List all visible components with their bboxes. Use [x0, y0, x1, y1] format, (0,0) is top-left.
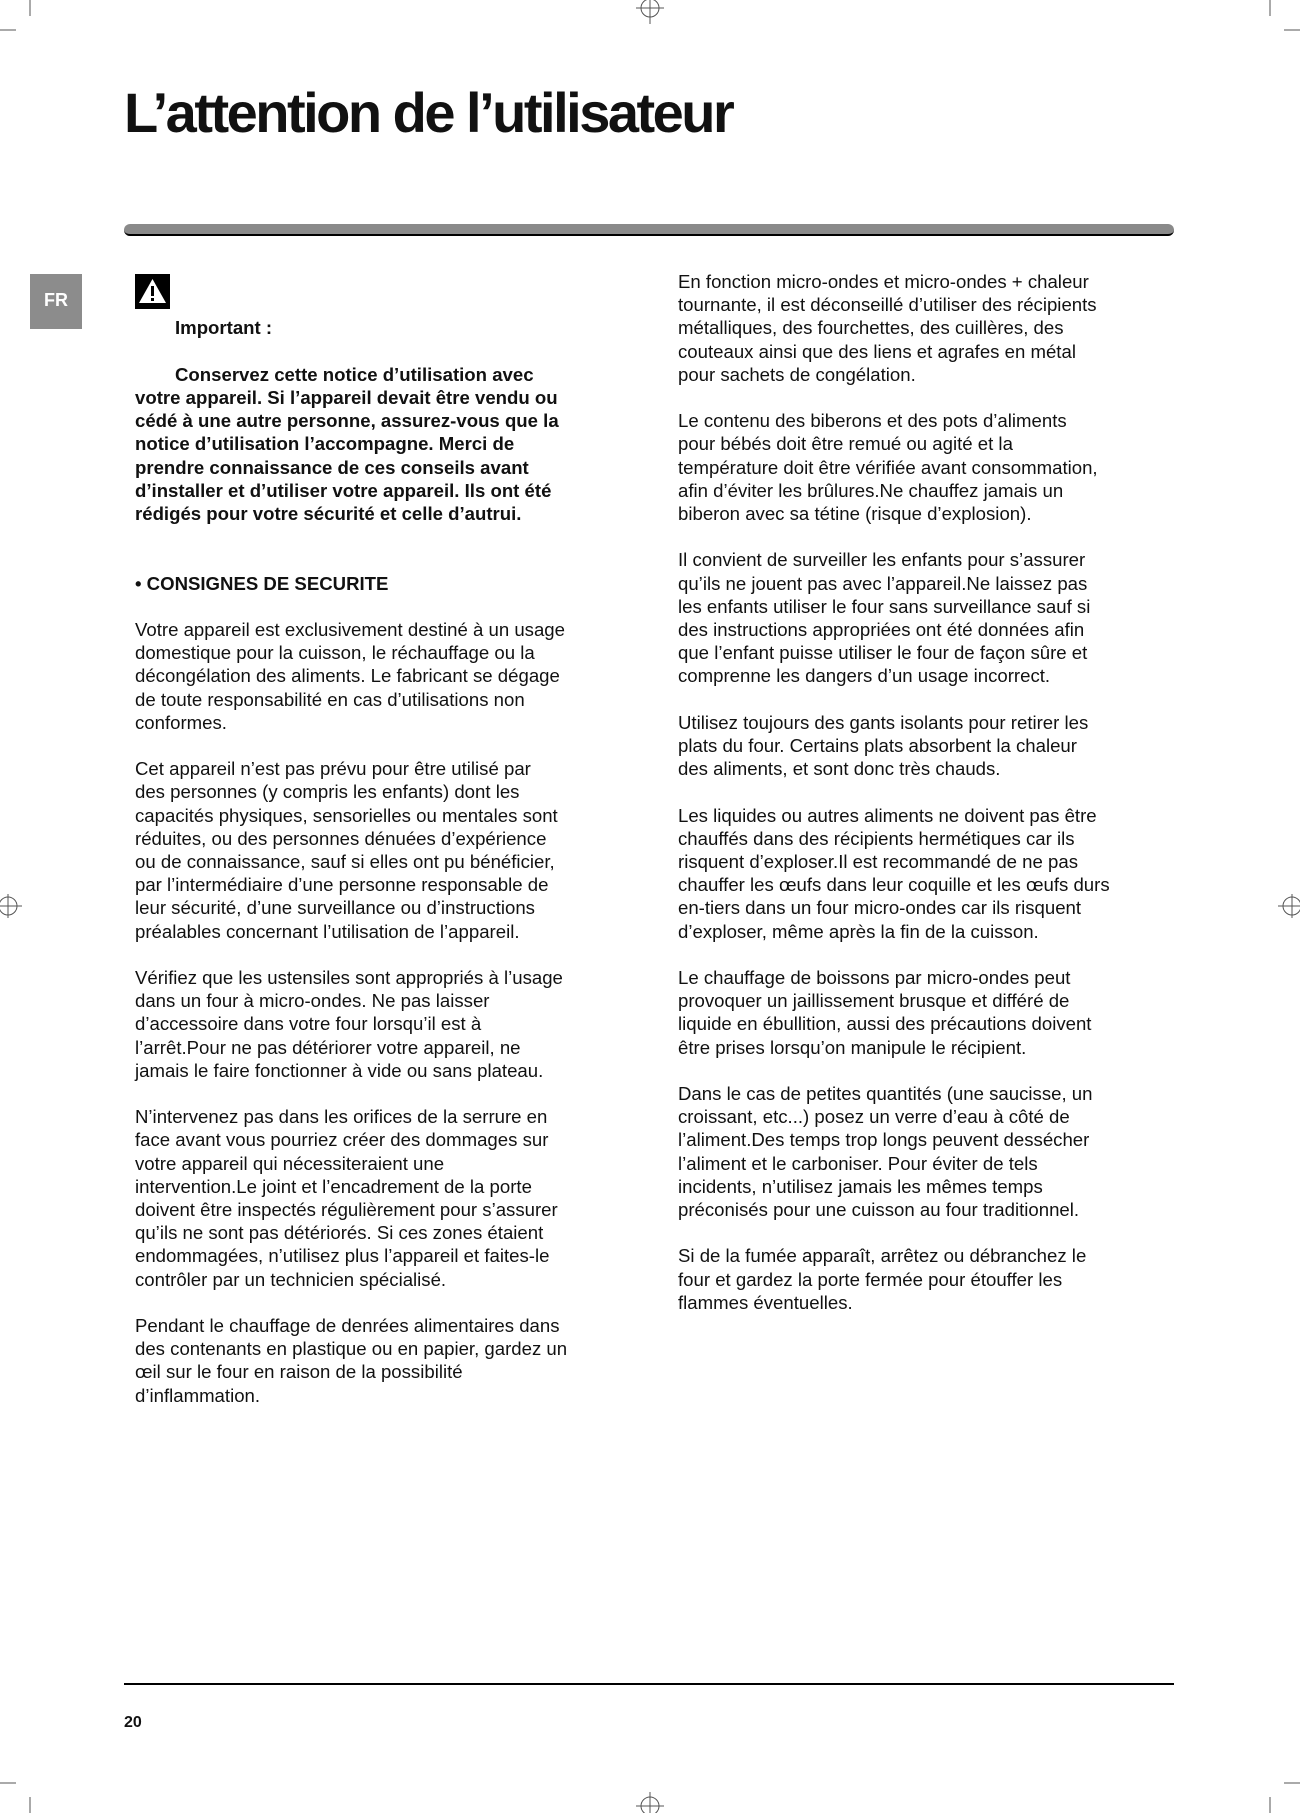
paragraph: Il convient de surveiller les enfants pour s’assurer qu’ils ne jouent pas avec l’appareil.Ne laissez pas les enfants utiliser le four sans surveillance sauf si des instructions appropriées ont été données afin que l’enfant puisse utiliser le four de façon sûre et comprenne les dangers d’un usage incorrect. [678, 549, 1091, 687]
paragraph: Le contenu des biberons et des pots d’aliments pour bébés doit être remué ou agité et la température doit être vérifiée avant consommation, afin d’éviter les brûlures.Ne chauffez jamais un biberon avec sa tétine (risque d’explosion). [678, 410, 1098, 525]
important-text [135, 363, 631, 525]
paragraph: Cet appareil n’est pas prévu pour être utilisé par des personnes (y compris les enfants) dont les capacités physiques, sensorielles ou mentales sont réduites, ou des personnes dénuées d’expérience ou de connaissance, sauf si elles ont pu bénéficier, par l’intermédiaire d’une personne responsable de leur sécurité, d’une surveillance ou d’instructions préalables concernant l’utilisation de l’appareil. [135, 758, 558, 942]
right-column [678, 270, 1172, 1337]
important-notice [135, 270, 631, 548]
paragraph: N’intervenez pas dans les orifices de la serrure en face avant vous pourriez créer des dommages sur votre appareil qui nécessiteraient une intervention.Le joint et l’encadrement de la porte doivent être inspectés régulièrement pour s’assurer qu’ils ne sont pas détériorés. Si ces zones étaient endommagées, n’utilisez plus l’appareil et faites-le contrôler par un technicien spécialisé. [135, 1106, 558, 1290]
paragraph: Votre appareil est exclusivement destiné à un usage domestique pour la cuisson, le réchauffage ou la décongélation des aliments. Le fabricant se dégage de toute responsabilité en cas d’utilisations non conformes. [135, 619, 565, 733]
page-number: 20 [124, 1714, 142, 1731]
section-heading: • CONSIGNES DE SECURITE [135, 572, 389, 594]
left-column [135, 270, 631, 1430]
paragraph: Si de la fumée apparaît, arrêtez ou débranchez le four et gardez la porte fermée pour étouffer les flammes éventuelles. [678, 1245, 1087, 1313]
page-title: L’attention de l’utilisateur [124, 81, 733, 144]
paragraph: Vérifiez que les ustensiles sont appropriés à l’usage dans un four à micro-ondes. Ne pas laisser d’accessoire dans votre four lorsqu’il est à l’arrêt.Pour ne pas détériorer votre appareil, ne jamais le faire fonctionner à vide ou sans plateau. [135, 967, 563, 1081]
paragraph: Les liquides ou autres aliments ne doivent pas être chauffés dans des récipients hermétiques car ils risquent d’exploser.Il est recommandé de ne pas chauffer les œufs dans leur coquille et les œufs durs en-tiers dans un four micro-ondes car ils risquent d’exploser, même après la fin de la cuisson. [678, 804, 1110, 942]
important-text-body: Conservez cette notice d’utilisation avec votre appareil. Si l’appareil devait être vendu ou cédé à une autre personne, assurez-vous que la notice d’utilisation l’accompagne. Merci de prendre connaissance de ces conseils avant d’installer et d’utiliser votre appareil. Ils ont été rédigés pour votre sécurité et celle d’autrui. [135, 363, 559, 525]
language-tab: FR [30, 274, 82, 329]
title-divider [124, 224, 1174, 236]
warning-triangle-icon [135, 274, 170, 309]
footer-divider [124, 1683, 1174, 1685]
paragraph: Pendant le chauffage de denrées alimentaires dans des contenants en plastique ou en papier, gardez un œil sur le four en raison de la possibilité d’inflammation. [135, 1315, 568, 1406]
important-label: Important : [175, 317, 273, 339]
paragraph: Utilisez toujours des gants isolants pour retirer les plats du four. Certains plats absorbent la chaleur des aliments, et sont donc très chauds. [678, 711, 1089, 780]
paragraph: Dans le cas de petites quantités (une saucisse, un croissant, etc...) posez un verre d’eau à côté de l’aliment.Des temps trop longs peuvent dessécher l’aliment et le carboniser. Pour éviter de tels incidents, n’utilisez jamais les mêmes temps préconisés pour une cuisson au four traditionnel. [678, 1083, 1093, 1221]
paragraph: En fonction micro-ondes et micro-ondes + chaleur tournante, il est déconseillé d’utiliser des récipients métalliques, des fourchettes, des cuillères, des couteaux ainsi que des liens et agrafes en métal pour sachets de congélation. [678, 271, 1097, 385]
paragraph: Le chauffage de boissons par micro-ondes peut provoquer un jaillissement brusque et différé de liquide en ébullition, aussi des précautions doivent être prises lorsqu’on manipule le récipient. [678, 967, 1092, 1058]
